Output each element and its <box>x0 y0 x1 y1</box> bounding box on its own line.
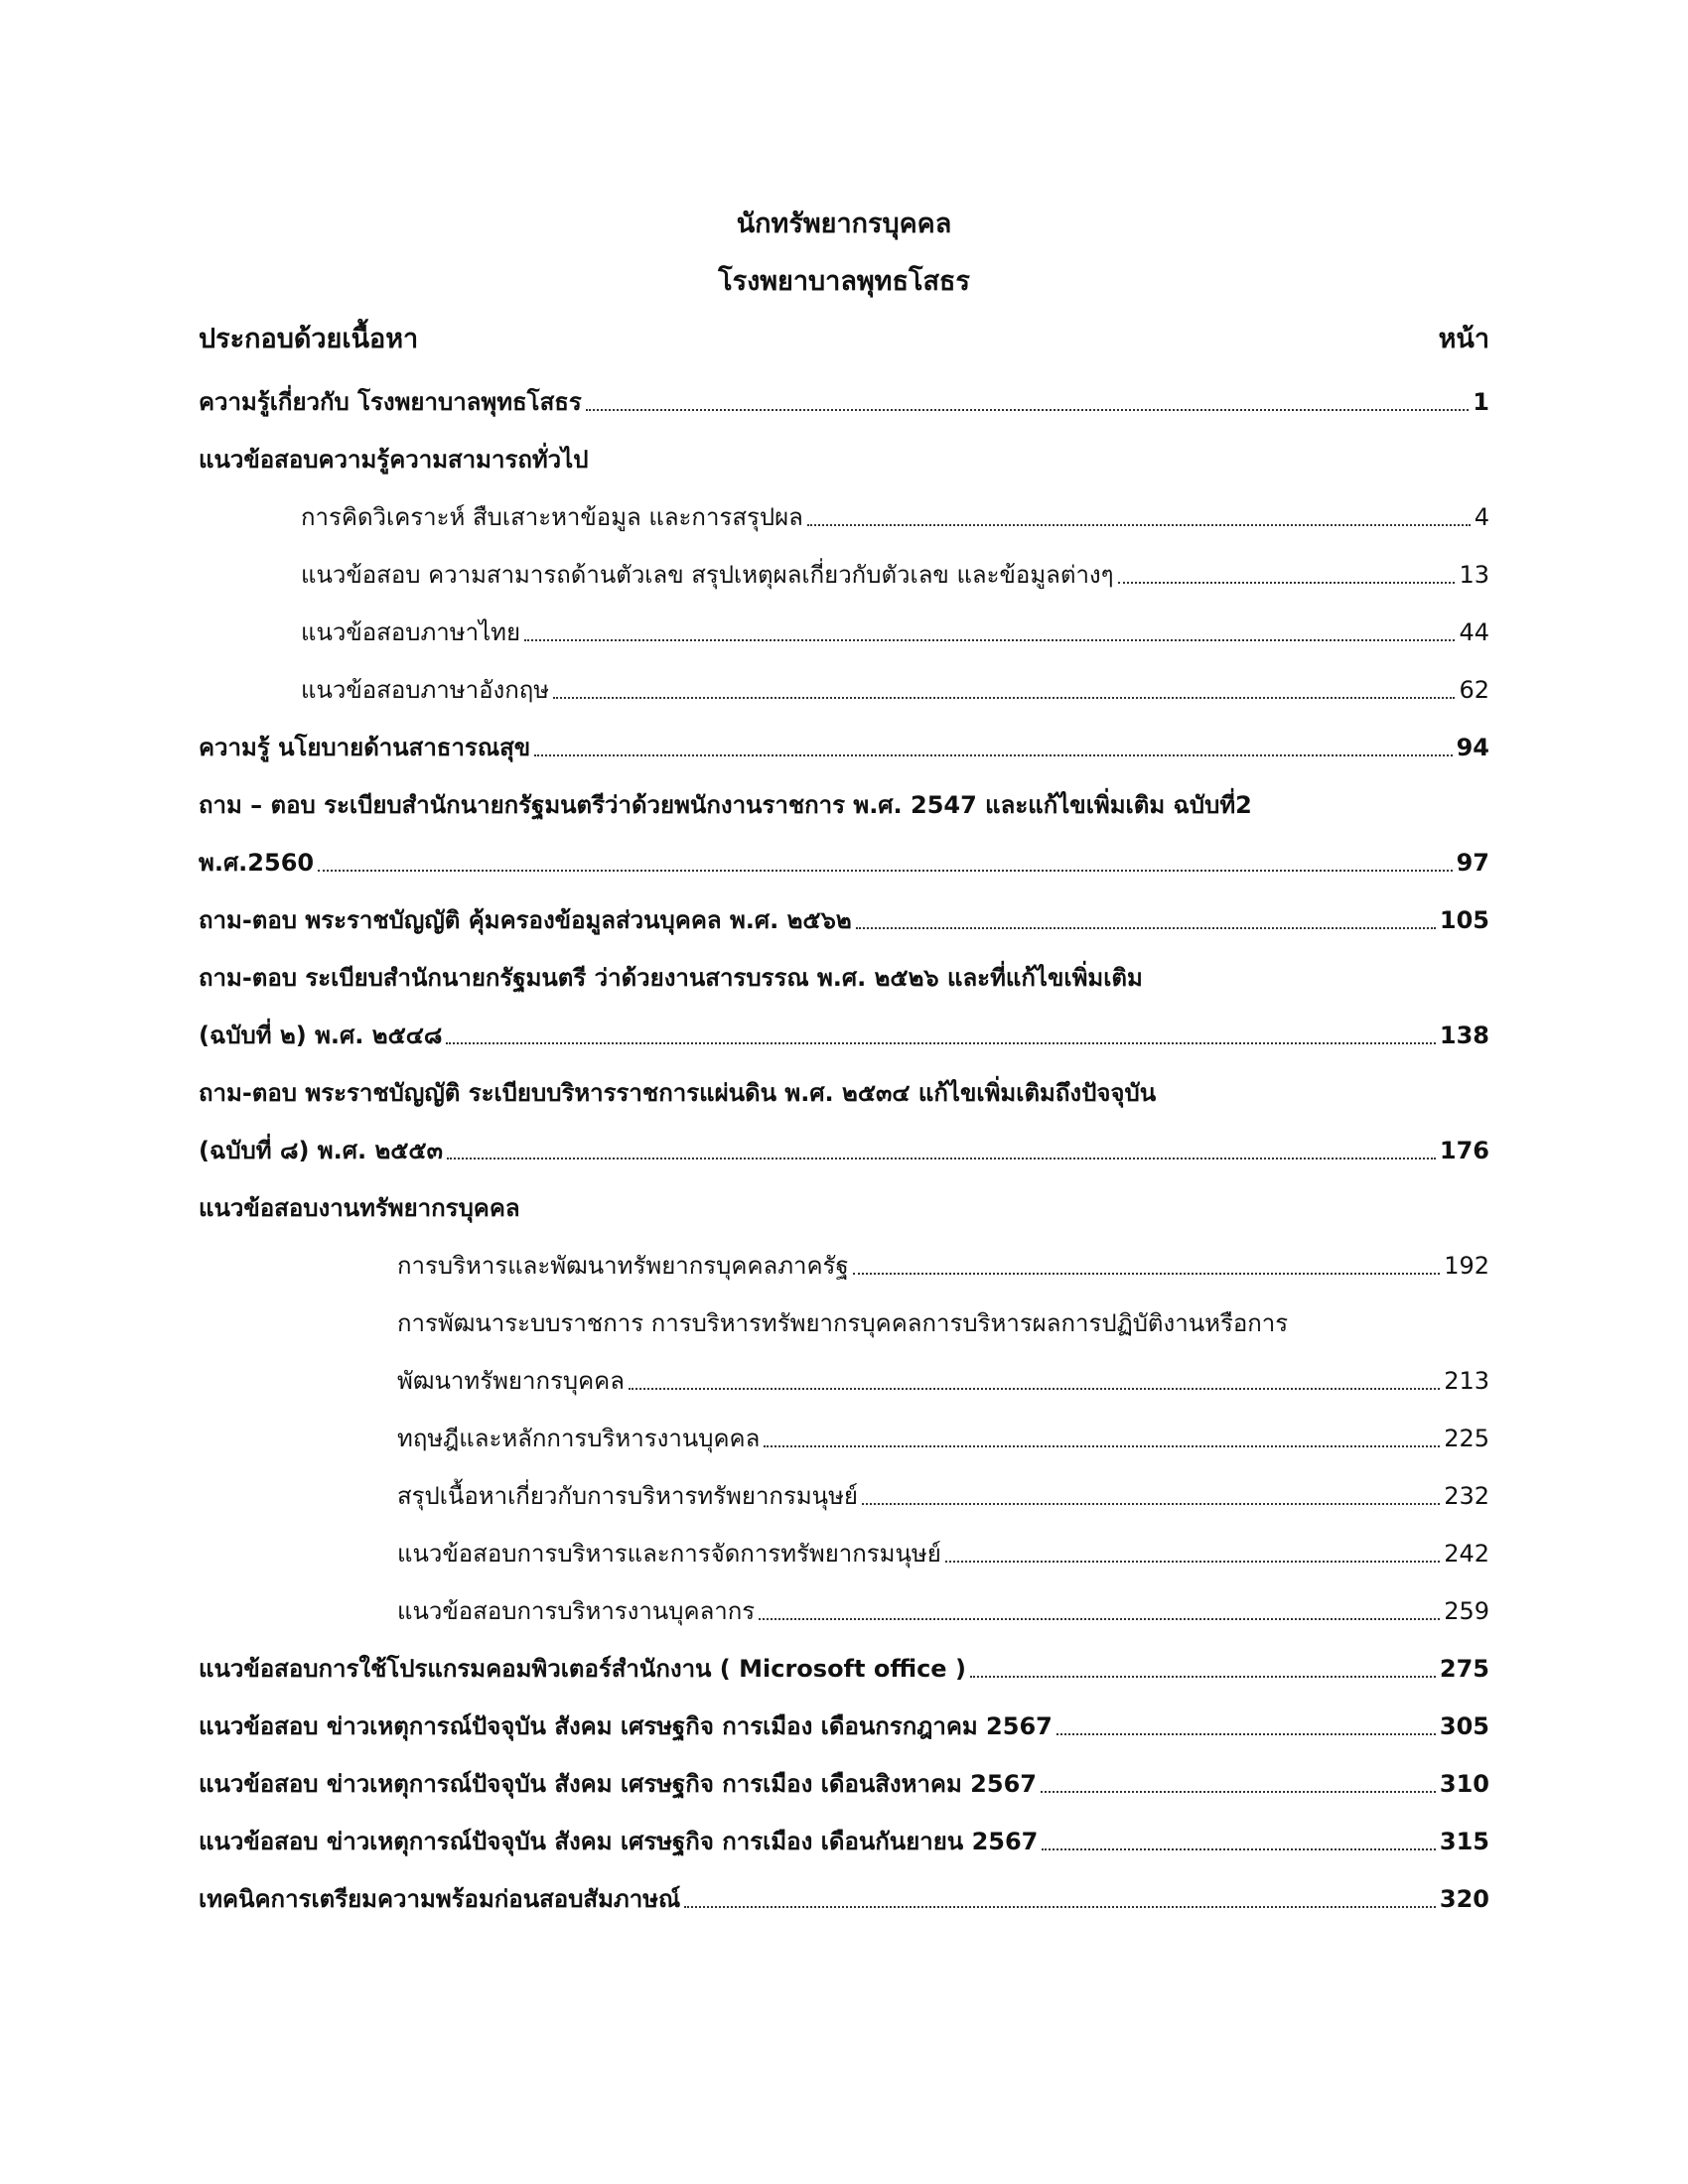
toc-entry <box>199 1703 1489 1746</box>
toc-entry <box>199 1875 1489 1919</box>
toc-dot-leader <box>853 1273 1441 1275</box>
toc-entry-title: ความรู้เกี่ยวกับ โรงพยาบาลพุทธโสธร <box>199 388 582 416</box>
toc-page-number: 97 <box>1456 849 1489 877</box>
toc-page-number: 259 <box>1444 1597 1489 1625</box>
toc-dot-leader <box>759 1618 1440 1620</box>
toc-page-number: 275 <box>1439 1655 1489 1683</box>
toc-entry-title: แนวข้อสอบ ความสามารถด้านตัวเลข สรุปเหตุผลเกี่ยวกับตัวเลข และข้อมูลต่างๆ <box>301 561 1114 589</box>
toc-entry-title: แนวข้อสอบภาษาอังกฤษ <box>301 676 550 704</box>
toc-entry-title: การพัฒนาระบบราชการ การบริหารทรัพยากรบุคคลการบริหารผลการปฏิบัติงานหรือการ <box>397 1309 1289 1337</box>
toc-entry-title: แนวข้อสอบงานทรัพยากรบุคคล <box>199 1194 520 1222</box>
toc-entry <box>199 1645 1489 1689</box>
toc-entry <box>199 781 1252 825</box>
toc-entry <box>397 1242 1489 1286</box>
toc-entry <box>301 666 1489 710</box>
toc-entry-title: พัฒนาทรัพยากรบุคคล <box>397 1367 625 1395</box>
toc-entry-title: (ฉบับที่ ๒) พ.ศ. ๒๕๔๘ <box>199 1022 443 1049</box>
toc-page-number: 305 <box>1439 1712 1489 1740</box>
toc-dot-leader <box>807 524 1471 526</box>
toc-dot-leader <box>1056 1733 1436 1735</box>
toc-entry-title: ถาม-ตอบ พระราชบัญญัติ คุ้มครองข้อมูลส่วนบุคคล พ.ศ. ๒๕๖๒ <box>199 906 852 934</box>
toc-entry <box>397 1299 1288 1343</box>
toc-dot-leader <box>1118 582 1456 584</box>
toc-entry-title: (ฉบับที่ ๘) พ.ศ. ๒๕๕๓ <box>199 1137 443 1164</box>
toc-page-number: 315 <box>1439 1828 1489 1855</box>
toc-page-number: 310 <box>1439 1770 1489 1798</box>
toc-dot-leader <box>862 1503 1440 1505</box>
toc-page-number: 192 <box>1444 1252 1489 1280</box>
toc-page-number: 213 <box>1444 1367 1489 1395</box>
toc-dot-leader <box>446 1042 1435 1044</box>
toc-entry <box>199 896 1489 940</box>
toc-dot-leader <box>945 1561 1440 1563</box>
document-title: นักทรัพยากรบุคคล <box>736 208 952 239</box>
toc-entry-title: เทคนิคการเตรียมความพร้อมก่อนสอบสัมภาษณ์ <box>199 1885 681 1913</box>
toc-entry <box>199 436 588 479</box>
toc-page-number: 44 <box>1459 618 1489 646</box>
document-subtitle: โรงพยาบาลพุทธโสธร <box>718 266 970 297</box>
toc-entry <box>199 1184 520 1228</box>
toc-entry-title: ถาม – ตอบ ระเบียบสำนักนายกรัฐมนตรีว่าด้วยพนักงานราชการ พ.ศ. 2547 และแก้ไขเพิ่มเติม ฉบับที่2 <box>199 791 1252 819</box>
toc-entry-title: พ.ศ.2560 <box>199 849 315 877</box>
toc-entry-title: ถาม-ตอบ พระราชบัญญัติ ระเบียบบริหารราชการแผ่นดิน พ.ศ. ๒๕๓๔ แก้ไขเพิ่มเติมถึงปัจจุบัน <box>199 1079 1157 1107</box>
toc-dot-leader <box>1042 1848 1436 1850</box>
toc-entry <box>199 1012 1489 1055</box>
toc-entry-title: ทฤษฎีและหลักการบริหารงานบุคคล <box>397 1425 761 1452</box>
toc-dot-leader <box>318 870 1453 872</box>
toc-entry <box>199 1818 1489 1861</box>
toc-entry-title: แนวข้อสอบการใช้โปรแกรมคอมพิวเตอร์สำนักงาน ( Microsoft office ) <box>199 1655 966 1683</box>
toc-page-number: 105 <box>1439 906 1489 934</box>
toc-entry <box>397 1357 1489 1401</box>
toc-entry <box>397 1472 1489 1516</box>
toc-dot-leader <box>764 1445 1440 1447</box>
toc-page-number: 176 <box>1439 1137 1489 1164</box>
toc-entry <box>199 1127 1489 1170</box>
toc-entry <box>301 551 1489 595</box>
toc-page-number: 138 <box>1439 1022 1489 1049</box>
toc-page-number: 225 <box>1444 1425 1489 1452</box>
toc-page-number: 1 <box>1473 388 1489 416</box>
toc-dot-leader <box>534 754 1452 756</box>
toc-entry <box>397 1415 1489 1458</box>
toc-entry-title: แนวข้อสอบ ข่าวเหตุการณ์ปัจจุบัน สังคม เศรษฐกิจ การเมือง เดือนสิงหาคม 2567 <box>199 1770 1037 1798</box>
toc-entry-title: การบริหารและพัฒนาทรัพยากรบุคคลภาครัฐ <box>397 1252 849 1280</box>
toc-dot-leader <box>553 697 1455 699</box>
toc-entry <box>199 1760 1489 1804</box>
toc-entry <box>199 1069 1156 1113</box>
toc-entry-title: การคิดวิเคราะห์ สืบเสาะหาข้อมูล และการสรุปผล <box>301 503 803 531</box>
toc-entry <box>199 954 1143 998</box>
toc-dot-leader <box>524 639 1455 641</box>
toc-entry-title: แนวข้อสอบ ข่าวเหตุการณ์ปัจจุบัน สังคม เศรษฐกิจ การเมือง เดือนกันยายน 2567 <box>199 1828 1039 1855</box>
toc-page-number: 13 <box>1459 561 1489 589</box>
toc-entry-title: แนวข้อสอบ ข่าวเหตุการณ์ปัจจุบัน สังคม เศรษฐกิจ การเมือง เดือนกรกฎาคม 2567 <box>199 1712 1053 1740</box>
toc-entry <box>301 609 1489 652</box>
toc-entry <box>199 378 1489 422</box>
toc-entry-title: สรุปเนื้อหาเกี่ยวกับการบริหารทรัพยากรมนุษย์ <box>397 1482 858 1510</box>
toc-entry <box>199 839 1489 883</box>
toc-page-number: 94 <box>1456 734 1489 761</box>
toc-dot-leader <box>629 1388 1440 1390</box>
toc-entry-title: แนวข้อสอบภาษาไทย <box>301 618 521 646</box>
toc-page-number: 242 <box>1444 1540 1489 1568</box>
toc-dot-leader <box>586 409 1470 411</box>
toc-entry-title: ความรู้ นโยบายด้านสาธารณสุข <box>199 734 531 761</box>
toc-page-number: 4 <box>1474 503 1489 531</box>
page-column-heading: หน้า <box>1438 324 1489 354</box>
contents-heading: ประกอบด้วยเนื้อหา <box>199 324 419 354</box>
toc-page-number: 232 <box>1444 1482 1489 1510</box>
toc-page-number: 62 <box>1459 676 1489 704</box>
toc-dot-leader <box>684 1906 1436 1908</box>
toc-dot-leader <box>970 1676 1436 1678</box>
toc-page-number: 320 <box>1439 1885 1489 1913</box>
toc-entry-title: แนวข้อสอบความรู้ความสามารถทั่วไป <box>199 446 589 474</box>
toc-entry-title: ถาม-ตอบ ระเบียบสำนักนายกรัฐมนตรี ว่าด้วยงานสารบรรณ พ.ศ. ๒๕๒๖ และที่แก้ไขเพิ่มเติม <box>199 964 1143 992</box>
toc-entry <box>199 724 1489 767</box>
toc-entry-title: แนวข้อสอบการบริหารงานบุคลากร <box>397 1597 756 1625</box>
toc-entry <box>397 1587 1489 1631</box>
toc-entry <box>397 1530 1489 1573</box>
toc-entry-title: แนวข้อสอบการบริหารและการจัดการทรัพยากรมนุษย์ <box>397 1540 941 1568</box>
toc-dot-leader <box>856 927 1436 929</box>
toc-entry <box>301 493 1489 537</box>
toc-dot-leader <box>447 1158 1436 1160</box>
toc-dot-leader <box>1041 1791 1436 1793</box>
